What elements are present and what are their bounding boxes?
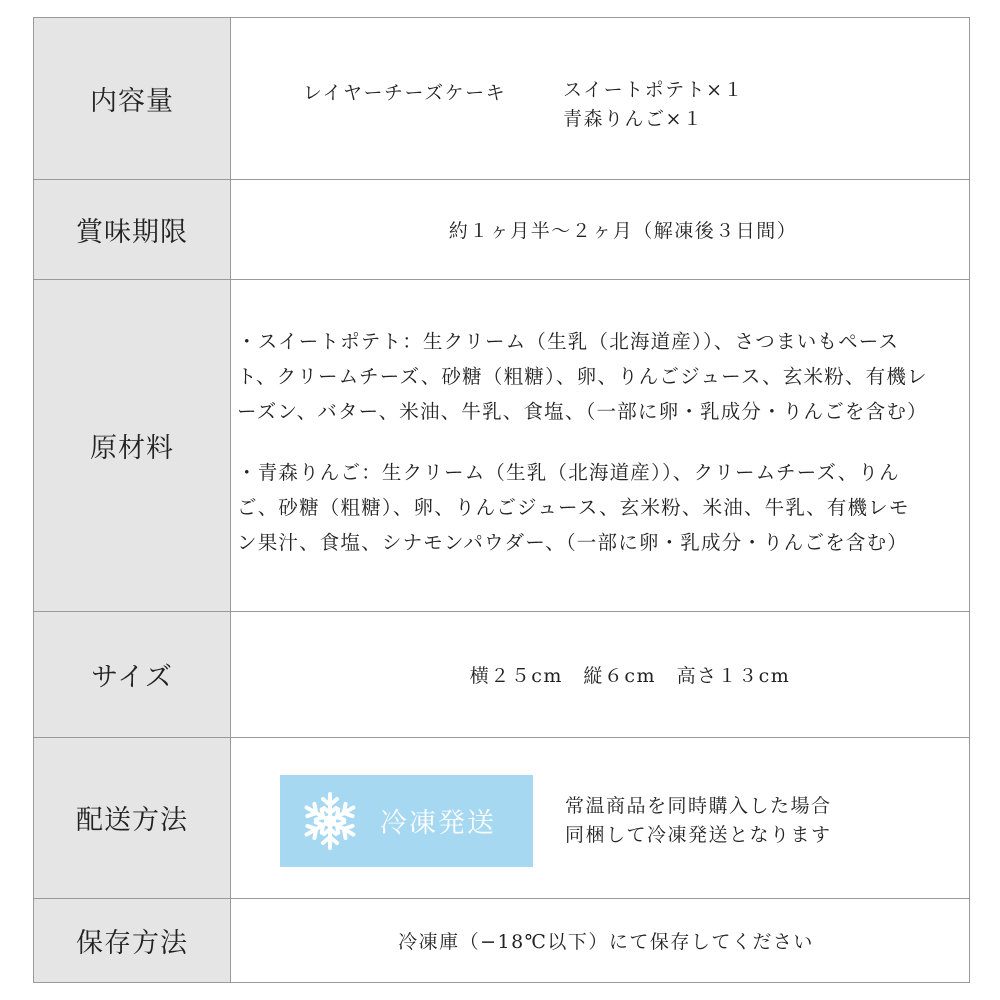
row-expiry [34, 180, 969, 281]
ingredients-value [231, 280, 969, 610]
contents-item: スイートポテト×１ [563, 79, 745, 101]
row-size [34, 612, 969, 738]
ingredients-line: ・スイートポテト：生クリーム（生乳（北海道産））、さつまいもペース [237, 330, 900, 354]
expiry-text: 約１ヶ月半〜２ヶ月（解凍後３日間） [448, 220, 798, 243]
ingredients-block-aomori-apple [237, 455, 969, 560]
row-storage [34, 899, 969, 982]
ingredients-line: ト、クリームチーズ、砂糖（粗糖）、卵、りんごジュース、玄米粉、有機レ [237, 365, 928, 389]
size-label: サイズ [34, 612, 231, 737]
ingredients-line: ・青森りんご：生クリーム（生乳（北海道産））、クリームチーズ、りん [237, 461, 900, 485]
storage-label: 保存方法 [34, 899, 231, 982]
ingredients-line: ご、砂糖（粗糖）、卵、りんごジュース、玄米粉、米油、牛乳、有機レモ [237, 496, 910, 520]
contents-item-list [563, 76, 744, 134]
product-spec-table [33, 17, 970, 983]
ingredients-label: 原材料 [34, 280, 231, 610]
shipping-note-line: 同梱して冷凍発送となります [565, 823, 832, 846]
row-ingredients [34, 280, 969, 611]
storage-text: 冷凍庫（−18℃以下）にて保存してください [398, 931, 814, 954]
contents-value [231, 18, 969, 179]
storage-value [231, 899, 969, 982]
contents-item: 青森りんご×１ [563, 108, 704, 130]
size-value [231, 612, 969, 737]
product-name: レイヤーチーズケーキ [303, 82, 507, 104]
frozen-shipping-badge-text: 冷凍発送 [380, 808, 496, 840]
shipping-label: 配送方法 [34, 738, 231, 899]
shipping-note [565, 792, 832, 850]
size-text: 横２５cm 縦６cm 高さ１３cm [469, 664, 791, 687]
ingredients-line: ン果汁、食塩、シナモンパウダー、（一部に卵・乳成分・りんごを含む） [237, 531, 909, 555]
ingredients-block-sweet-potato [237, 324, 969, 429]
row-contents [34, 18, 969, 180]
row-shipping [34, 738, 969, 900]
shipping-value [231, 738, 969, 899]
contents-label: 内容量 [34, 18, 231, 179]
expiry-label: 賞味期限 [34, 180, 231, 280]
snowflake-icon [298, 789, 362, 853]
frozen-shipping-badge [280, 775, 533, 867]
ingredients-line: ーズン、バター、米油、牛乳、食塩、（一部に卵・乳成分・りんごを含む） [237, 400, 928, 424]
shipping-note-line: 常温商品を同時購入した場合 [565, 794, 832, 817]
expiry-value [231, 180, 969, 280]
